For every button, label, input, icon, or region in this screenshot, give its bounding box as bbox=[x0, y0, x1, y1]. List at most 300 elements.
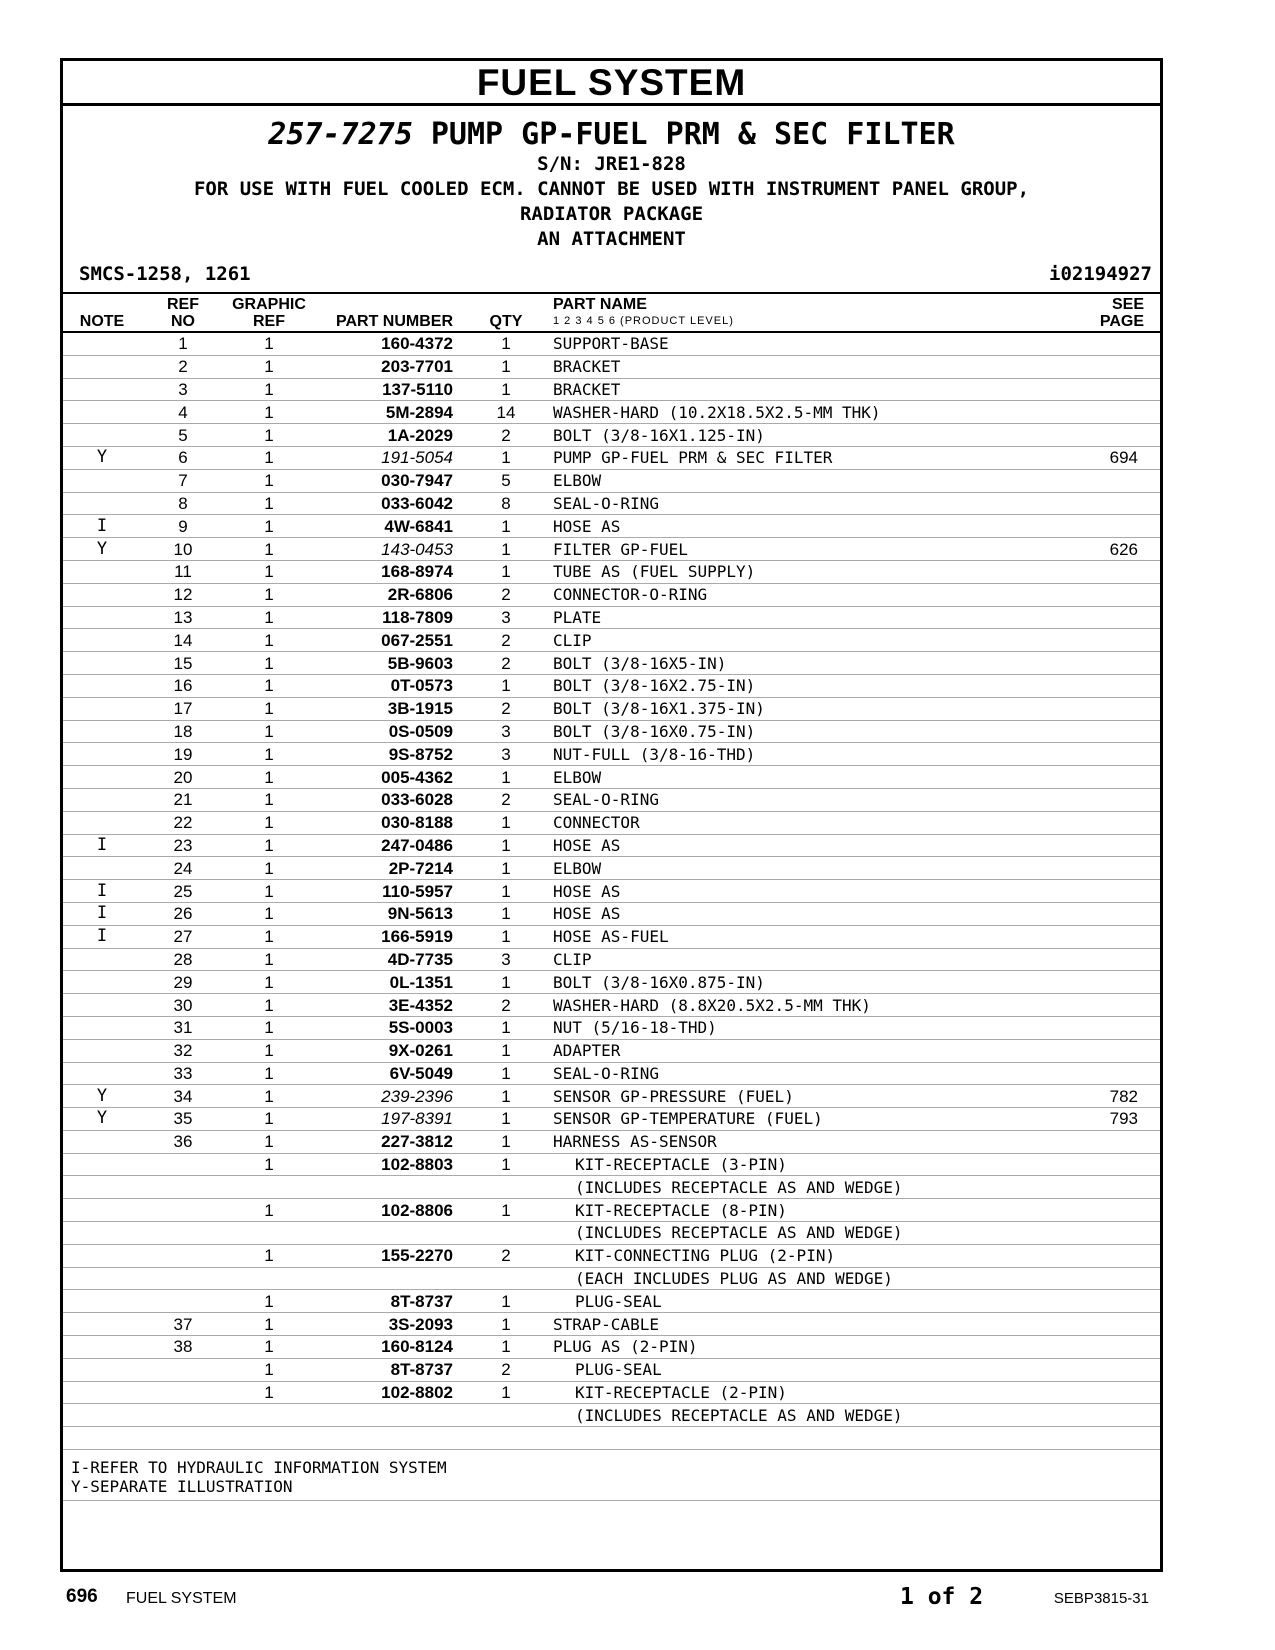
row-note bbox=[63, 1062, 141, 1085]
row-note: I bbox=[63, 515, 141, 538]
row-part-name: WASHER-HARD (10.2X18.5X2.5-MM THK) bbox=[549, 401, 1029, 424]
row-ref-no: 5 bbox=[141, 424, 225, 447]
row-part-number[interactable]: 1A-2029 bbox=[313, 424, 463, 447]
row-note bbox=[63, 1039, 141, 1062]
row-ref-no: 31 bbox=[141, 1016, 225, 1039]
row-ref-no: 18 bbox=[141, 720, 225, 743]
row-note: Y bbox=[63, 1085, 141, 1108]
table-row bbox=[63, 902, 1160, 925]
row-part-name: PLATE bbox=[549, 606, 1029, 629]
row-part-number[interactable]: 102-8803 bbox=[313, 1153, 463, 1176]
row-part-number[interactable]: 155-2270 bbox=[313, 1244, 463, 1267]
row-qty: 1 bbox=[463, 1108, 549, 1131]
row-note bbox=[63, 583, 141, 606]
row-qty: 1 bbox=[463, 971, 549, 994]
table-row bbox=[63, 674, 1160, 697]
row-part-number[interactable]: 3E-4352 bbox=[313, 994, 463, 1017]
row-see-page bbox=[1029, 971, 1160, 994]
row-part-name: PLUG AS (2-PIN) bbox=[549, 1336, 1029, 1359]
table-row bbox=[63, 948, 1160, 971]
row-see-page bbox=[1029, 857, 1160, 880]
row-ref-no: 36 bbox=[141, 1130, 225, 1153]
table-row bbox=[63, 629, 1160, 652]
row-see-page bbox=[1029, 925, 1160, 948]
row-part-name: HOSE AS bbox=[549, 515, 1029, 538]
row-see-page bbox=[1029, 401, 1160, 424]
row-note bbox=[63, 1336, 141, 1359]
row-graphic-ref: 1 bbox=[225, 1199, 313, 1222]
row-qty: 1 bbox=[463, 515, 549, 538]
row-part-name: CONNECTOR bbox=[549, 811, 1029, 834]
row-note bbox=[63, 720, 141, 743]
row-part-number[interactable]: 0T-0573 bbox=[313, 674, 463, 697]
row-ref-no: 14 bbox=[141, 629, 225, 652]
row-see-page bbox=[1029, 560, 1160, 583]
row-see-page bbox=[1029, 811, 1160, 834]
row-graphic-ref: 1 bbox=[225, 743, 313, 766]
row-graphic-ref: 1 bbox=[225, 332, 313, 355]
row-see-page bbox=[1029, 743, 1160, 766]
table-row bbox=[63, 583, 1160, 606]
row-see-page bbox=[1029, 469, 1160, 492]
table-row bbox=[63, 1108, 1160, 1131]
row-qty: 1 bbox=[463, 538, 549, 561]
row-graphic-ref: 1 bbox=[225, 1244, 313, 1267]
note-line: Y-SEPARATE ILLUSTRATION bbox=[71, 1477, 293, 1497]
row-part-name: SENSOR GP-PRESSURE (FUEL) bbox=[549, 1085, 1029, 1108]
row-ref-no: 19 bbox=[141, 743, 225, 766]
row-ref-no: 21 bbox=[141, 788, 225, 811]
row-qty: 1 bbox=[463, 1199, 549, 1222]
row-part-number[interactable]: 005-4362 bbox=[313, 766, 463, 789]
row-part-name: SEAL-O-RING bbox=[549, 788, 1029, 811]
row-see-page[interactable]: 694 bbox=[1029, 446, 1160, 469]
row-note bbox=[63, 788, 141, 811]
usage-note-line: FOR USE WITH FUEL COOLED ECM. CANNOT BE USED WITH INSTRUMENT PANEL GROUP, bbox=[193, 178, 1030, 200]
row-part-number[interactable]: 030-8188 bbox=[313, 811, 463, 834]
row-see-page bbox=[1029, 880, 1160, 903]
row-ref-no: 2 bbox=[141, 355, 225, 378]
row-graphic-ref: 1 bbox=[225, 948, 313, 971]
table-row bbox=[63, 1267, 1160, 1290]
table-row bbox=[63, 994, 1160, 1017]
row-note: Y bbox=[63, 1108, 141, 1131]
row-graphic-ref: 1 bbox=[225, 1358, 313, 1381]
row-part-number[interactable]: 197-8391 bbox=[313, 1108, 463, 1131]
row-part-number[interactable]: 203-7701 bbox=[313, 355, 463, 378]
row-ref-no: 35 bbox=[141, 1108, 225, 1131]
row-ref-no bbox=[141, 1244, 225, 1267]
row-see-page bbox=[1029, 1153, 1160, 1176]
table-row bbox=[63, 469, 1160, 492]
row-part-number[interactable]: 5M-2894 bbox=[313, 401, 463, 424]
row-graphic-ref: 1 bbox=[225, 697, 313, 720]
table-row bbox=[63, 1199, 1160, 1222]
row-qty: 1 bbox=[463, 560, 549, 583]
row-graphic-ref: 1 bbox=[225, 1313, 313, 1336]
table-row bbox=[63, 446, 1160, 469]
row-part-name: HOSE AS-FUEL bbox=[549, 925, 1029, 948]
row-see-page bbox=[1029, 1404, 1160, 1427]
row-part-number[interactable]: 118-7809 bbox=[313, 606, 463, 629]
row-see-page bbox=[1029, 697, 1160, 720]
row-part-name: (INCLUDES RECEPTACLE AS AND WEDGE) bbox=[549, 1176, 1029, 1199]
row-part-number[interactable]: 9S-8752 bbox=[313, 743, 463, 766]
row-part-number[interactable]: 110-5957 bbox=[313, 880, 463, 903]
row-ref-no: 20 bbox=[141, 766, 225, 789]
table-row bbox=[63, 1176, 1160, 1199]
row-note bbox=[63, 1290, 141, 1313]
row-part-name: CLIP bbox=[549, 948, 1029, 971]
row-ref-no bbox=[141, 1267, 225, 1290]
row-qty: 3 bbox=[463, 720, 549, 743]
row-part-name: CLIP bbox=[549, 629, 1029, 652]
row-see-page bbox=[1029, 1039, 1160, 1062]
row-qty: 2 bbox=[463, 1244, 549, 1267]
row-part-name: HOSE AS bbox=[549, 834, 1029, 857]
row-part-number[interactable]: 3S-2093 bbox=[313, 1313, 463, 1336]
row-part-number[interactable]: 247-0486 bbox=[313, 834, 463, 857]
row-note bbox=[63, 1313, 141, 1336]
table-row bbox=[63, 1016, 1160, 1039]
row-qty: 3 bbox=[463, 606, 549, 629]
row-qty: 1 bbox=[463, 925, 549, 948]
row-part-name: KIT-RECEPTACLE (8-PIN) bbox=[549, 1199, 1029, 1222]
footer-section: FUEL SYSTEM bbox=[126, 1590, 237, 1607]
row-qty: 2 bbox=[463, 697, 549, 720]
row-graphic-ref: 1 bbox=[225, 1085, 313, 1108]
row-see-page bbox=[1029, 1016, 1160, 1039]
row-ref-no: 38 bbox=[141, 1336, 225, 1359]
row-graphic-ref bbox=[225, 1404, 313, 1427]
usage-note-line: AN ATTACHMENT bbox=[537, 228, 686, 250]
row-ref-no: 4 bbox=[141, 401, 225, 424]
row-note bbox=[63, 1176, 141, 1199]
row-ref-no bbox=[141, 1290, 225, 1313]
notes-block bbox=[63, 1450, 1160, 1501]
row-part-name: NUT (5/16-18-THD) bbox=[549, 1016, 1029, 1039]
table-row bbox=[63, 1244, 1160, 1267]
row-see-page[interactable]: 626 bbox=[1029, 538, 1160, 561]
row-graphic-ref: 1 bbox=[225, 1039, 313, 1062]
row-qty: 1 bbox=[463, 811, 549, 834]
row-note: Y bbox=[63, 538, 141, 561]
row-note bbox=[63, 994, 141, 1017]
row-ref-no: 34 bbox=[141, 1085, 225, 1108]
row-part-number[interactable]: 168-8974 bbox=[313, 560, 463, 583]
row-qty: 2 bbox=[463, 424, 549, 447]
row-part-number[interactable]: 5B-9603 bbox=[313, 652, 463, 675]
row-ref-no: 11 bbox=[141, 560, 225, 583]
row-note bbox=[63, 1404, 141, 1427]
row-graphic-ref: 1 bbox=[225, 424, 313, 447]
row-part-name: CONNECTOR-O-RING bbox=[549, 583, 1029, 606]
row-part-number bbox=[313, 1267, 463, 1290]
row-graphic-ref bbox=[225, 1176, 313, 1199]
row-graphic-ref bbox=[225, 1222, 313, 1245]
product-level-scale: 1 2 3 4 5 6 (PRODUCT LEVEL) bbox=[553, 315, 734, 327]
row-part-name: BRACKET bbox=[549, 355, 1029, 378]
row-graphic-ref: 1 bbox=[225, 1381, 313, 1404]
row-graphic-ref: 1 bbox=[225, 606, 313, 629]
row-ref-no: 25 bbox=[141, 880, 225, 903]
row-part-number[interactable]: 4W-6841 bbox=[313, 515, 463, 538]
row-note bbox=[63, 1267, 141, 1290]
row-part-name: SUPPORT-BASE bbox=[549, 332, 1029, 355]
row-part-number[interactable]: 9N-5613 bbox=[313, 902, 463, 925]
row-ref-no: 28 bbox=[141, 948, 225, 971]
row-part-number[interactable]: 030-7947 bbox=[313, 469, 463, 492]
table-row bbox=[63, 788, 1160, 811]
row-ref-no: 6 bbox=[141, 446, 225, 469]
row-part-number[interactable]: 2R-6806 bbox=[313, 583, 463, 606]
row-graphic-ref: 1 bbox=[225, 1130, 313, 1153]
row-see-page bbox=[1029, 720, 1160, 743]
row-part-number[interactable]: 166-5919 bbox=[313, 925, 463, 948]
row-part-name: SEAL-O-RING bbox=[549, 492, 1029, 515]
row-ref-no: 29 bbox=[141, 971, 225, 994]
row-see-page bbox=[1029, 902, 1160, 925]
row-note bbox=[63, 1130, 141, 1153]
row-part-number bbox=[313, 1222, 463, 1245]
row-part-name: KIT-CONNECTING PLUG (2-PIN) bbox=[549, 1244, 1029, 1267]
row-note bbox=[63, 424, 141, 447]
row-note bbox=[63, 401, 141, 424]
row-part-number[interactable]: 143-0453 bbox=[313, 538, 463, 561]
row-qty: 1 bbox=[463, 902, 549, 925]
row-part-name: (INCLUDES RECEPTACLE AS AND WEDGE) bbox=[549, 1222, 1029, 1245]
row-ref-no: 17 bbox=[141, 697, 225, 720]
row-qty: 1 bbox=[463, 355, 549, 378]
row-qty: 1 bbox=[463, 766, 549, 789]
row-part-number[interactable]: 102-8806 bbox=[313, 1199, 463, 1222]
row-see-page bbox=[1029, 1222, 1160, 1245]
col-graphic-ref-header: GRAPHIC REF bbox=[225, 294, 313, 332]
row-part-name: PLUG-SEAL bbox=[549, 1290, 1029, 1313]
row-part-number[interactable]: 102-8802 bbox=[313, 1381, 463, 1404]
row-part-number[interactable]: 239-2396 bbox=[313, 1085, 463, 1108]
row-part-name: HOSE AS bbox=[549, 902, 1029, 925]
row-note: Y bbox=[63, 446, 141, 469]
parts-table bbox=[63, 294, 1160, 1450]
row-note bbox=[63, 652, 141, 675]
row-see-page bbox=[1029, 948, 1160, 971]
row-part-name: SENSOR GP-TEMPERATURE (FUEL) bbox=[549, 1108, 1029, 1131]
table-row bbox=[63, 560, 1160, 583]
col-note-header: NOTE bbox=[63, 294, 141, 332]
row-part-number[interactable]: 033-6042 bbox=[313, 492, 463, 515]
table-row bbox=[63, 492, 1160, 515]
parts-list-frame bbox=[60, 58, 1163, 1572]
table-row bbox=[63, 743, 1160, 766]
row-graphic-ref: 1 bbox=[225, 994, 313, 1017]
row-ref-no bbox=[141, 1381, 225, 1404]
row-see-page bbox=[1029, 1290, 1160, 1313]
row-qty: 1 bbox=[463, 1336, 549, 1359]
row-qty bbox=[463, 1404, 549, 1427]
row-qty: 8 bbox=[463, 492, 549, 515]
row-ref-no: 23 bbox=[141, 834, 225, 857]
row-part-name: FILTER GP-FUEL bbox=[549, 538, 1029, 561]
row-part-number[interactable]: 5S-0003 bbox=[313, 1016, 463, 1039]
row-ref-no: 24 bbox=[141, 857, 225, 880]
table-row bbox=[63, 1153, 1160, 1176]
table-row bbox=[63, 515, 1160, 538]
row-ref-no: 27 bbox=[141, 925, 225, 948]
row-part-name: KIT-RECEPTACLE (3-PIN) bbox=[549, 1153, 1029, 1176]
row-part-number[interactable]: 160-8124 bbox=[313, 1336, 463, 1359]
row-qty: 1 bbox=[463, 332, 549, 355]
row-part-number[interactable]: 8T-8737 bbox=[313, 1290, 463, 1313]
row-see-page bbox=[1029, 1381, 1160, 1404]
row-part-number bbox=[313, 1404, 463, 1427]
row-graphic-ref: 1 bbox=[225, 378, 313, 401]
row-part-number[interactable]: 160-4372 bbox=[313, 332, 463, 355]
row-note: I bbox=[63, 902, 141, 925]
row-ref-no bbox=[141, 1199, 225, 1222]
table-row bbox=[63, 971, 1160, 994]
row-see-page bbox=[1029, 834, 1160, 857]
row-see-page bbox=[1029, 1130, 1160, 1153]
row-note bbox=[63, 332, 141, 355]
row-part-name: NUT-FULL (3/8-16-THD) bbox=[549, 743, 1029, 766]
table-row bbox=[63, 1085, 1160, 1108]
table-row bbox=[63, 332, 1160, 355]
row-part-number[interactable]: 137-5110 bbox=[313, 378, 463, 401]
row-part-name: HOSE AS bbox=[549, 880, 1029, 903]
row-part-number[interactable]: 0L-1351 bbox=[313, 971, 463, 994]
row-part-number[interactable]: 9X-0261 bbox=[313, 1039, 463, 1062]
row-part-number[interactable]: 4D-7735 bbox=[313, 948, 463, 971]
row-part-number[interactable]: 2P-7214 bbox=[313, 857, 463, 880]
row-graphic-ref: 1 bbox=[225, 766, 313, 789]
row-note bbox=[63, 492, 141, 515]
row-note bbox=[63, 1381, 141, 1404]
page-of: 1 of 2 bbox=[900, 1584, 984, 1610]
row-see-page bbox=[1029, 1336, 1160, 1359]
row-graphic-ref: 1 bbox=[225, 1062, 313, 1085]
row-ref-no: 22 bbox=[141, 811, 225, 834]
row-see-page bbox=[1029, 332, 1160, 355]
row-part-name: (EACH INCLUDES PLUG AS AND WEDGE) bbox=[549, 1267, 1029, 1290]
row-note bbox=[63, 1358, 141, 1381]
row-see-page[interactable]: 793 bbox=[1029, 1108, 1160, 1131]
row-part-name: (INCLUDES RECEPTACLE AS AND WEDGE) bbox=[549, 1404, 1029, 1427]
table-row bbox=[63, 925, 1160, 948]
row-part-name: SEAL-O-RING bbox=[549, 1062, 1029, 1085]
row-part-number[interactable]: 033-6028 bbox=[313, 788, 463, 811]
row-see-page[interactable]: 782 bbox=[1029, 1085, 1160, 1108]
row-part-number[interactable]: 6V-5049 bbox=[313, 1062, 463, 1085]
row-graphic-ref: 1 bbox=[225, 583, 313, 606]
row-part-number[interactable]: 227-3812 bbox=[313, 1130, 463, 1153]
row-ref-no: 8 bbox=[141, 492, 225, 515]
row-qty: 1 bbox=[463, 880, 549, 903]
row-part-name: PUMP GP-FUEL PRM & SEC FILTER bbox=[549, 446, 1029, 469]
row-note bbox=[63, 697, 141, 720]
row-graphic-ref: 1 bbox=[225, 629, 313, 652]
row-note bbox=[63, 674, 141, 697]
row-see-page bbox=[1029, 606, 1160, 629]
table-row bbox=[63, 378, 1160, 401]
row-graphic-ref: 1 bbox=[225, 355, 313, 378]
row-part-number[interactable]: 8T-8737 bbox=[313, 1358, 463, 1381]
row-part-name: BOLT (3/8-16X1.125-IN) bbox=[549, 424, 1029, 447]
row-note bbox=[63, 743, 141, 766]
row-graphic-ref: 1 bbox=[225, 857, 313, 880]
col-qty-header: QTY bbox=[463, 294, 549, 332]
row-see-page bbox=[1029, 378, 1160, 401]
row-note: I bbox=[63, 834, 141, 857]
row-see-page bbox=[1029, 515, 1160, 538]
table-row bbox=[63, 720, 1160, 743]
row-note bbox=[63, 378, 141, 401]
row-note bbox=[63, 1153, 141, 1176]
row-graphic-ref: 1 bbox=[225, 1108, 313, 1131]
row-qty: 1 bbox=[463, 674, 549, 697]
table-row bbox=[63, 811, 1160, 834]
row-qty: 1 bbox=[463, 857, 549, 880]
row-ref-no bbox=[141, 1358, 225, 1381]
row-part-number[interactable]: 191-5054 bbox=[313, 446, 463, 469]
row-graphic-ref: 1 bbox=[225, 720, 313, 743]
row-part-name: HARNESS AS-SENSOR bbox=[549, 1130, 1029, 1153]
row-see-page bbox=[1029, 583, 1160, 606]
row-part-name: BOLT (3/8-16X5-IN) bbox=[549, 652, 1029, 675]
row-note: I bbox=[63, 880, 141, 903]
row-note bbox=[63, 857, 141, 880]
row-see-page bbox=[1029, 355, 1160, 378]
row-qty: 3 bbox=[463, 743, 549, 766]
row-graphic-ref: 1 bbox=[225, 674, 313, 697]
row-ref-no: 33 bbox=[141, 1062, 225, 1085]
row-part-name: BOLT (3/8-16X0.75-IN) bbox=[549, 720, 1029, 743]
row-graphic-ref: 1 bbox=[225, 834, 313, 857]
row-qty: 1 bbox=[463, 1313, 549, 1336]
table-row bbox=[63, 1222, 1160, 1245]
row-graphic-ref: 1 bbox=[225, 788, 313, 811]
row-part-number[interactable]: 067-2551 bbox=[313, 629, 463, 652]
col-part-name-header: PART NAME 1 2 3 4 5 6 (PRODUCT LEVEL) bbox=[549, 294, 1029, 332]
row-qty: 3 bbox=[463, 948, 549, 971]
row-graphic-ref: 1 bbox=[225, 538, 313, 561]
row-part-number[interactable]: 3B-1915 bbox=[313, 697, 463, 720]
col-see-page-header: SEE PAGE bbox=[1029, 294, 1160, 332]
row-graphic-ref bbox=[225, 1267, 313, 1290]
row-note bbox=[63, 1016, 141, 1039]
row-graphic-ref: 1 bbox=[225, 925, 313, 948]
row-note bbox=[63, 560, 141, 583]
row-qty: 1 bbox=[463, 1062, 549, 1085]
row-ref-no: 1 bbox=[141, 332, 225, 355]
row-see-page bbox=[1029, 994, 1160, 1017]
row-qty: 1 bbox=[463, 378, 549, 401]
row-graphic-ref: 1 bbox=[225, 469, 313, 492]
row-note bbox=[63, 811, 141, 834]
table-row bbox=[63, 538, 1160, 561]
row-part-name: ELBOW bbox=[549, 469, 1029, 492]
row-see-page bbox=[1029, 788, 1160, 811]
row-ref-no: 12 bbox=[141, 583, 225, 606]
table-row bbox=[63, 1130, 1160, 1153]
document-id: SEBP3815-31 bbox=[1053, 1590, 1149, 1607]
row-qty: 1 bbox=[463, 1290, 549, 1313]
table-row bbox=[63, 834, 1160, 857]
row-part-number[interactable]: 0S-0509 bbox=[313, 720, 463, 743]
group-heading bbox=[63, 118, 1160, 252]
row-ref-no: 7 bbox=[141, 469, 225, 492]
row-qty: 2 bbox=[463, 652, 549, 675]
